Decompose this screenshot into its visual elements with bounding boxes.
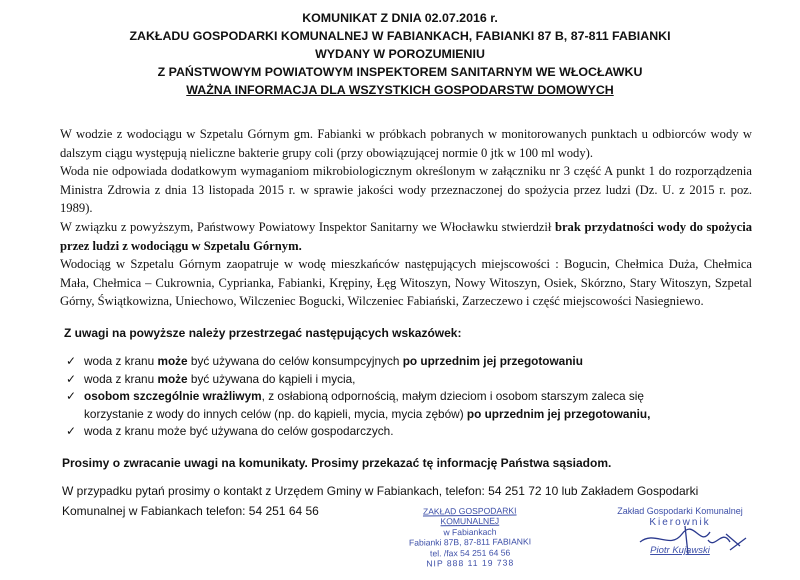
signature-icon — [630, 520, 750, 560]
header-agreement: WYDANY W POROZUMIENIU — [315, 47, 485, 61]
check-icon: ✓ — [65, 371, 77, 386]
paragraph-regulation: Woda nie odpowiada dodatkowym wymaganiom mikrobiologicznym określonym w załączniku nr 3 część A punkt 1 do rozporządzenia Ministra Zdrowia z dnia 13 listopada 2015 r. w sprawie jakości wody przeznaczonej do spożycia przez ludzi (Dz. U. z 2015 r. poz. 1989). — [60, 164, 752, 216]
company-stamp: ZAKŁAD GOSPODARKI KOMUNALNEJ w Fabiankach Fabianki 87B, 87-811 FABIANKI tel. /fax 54 251 64 56 NIP 888 11 19 738 — [408, 505, 532, 569]
document-header — [0, 9, 800, 99]
notice-text: Prosimy o zwracanie uwagi na komunikaty. Prosimy przekazać tę informację Państwa sąsiadom. — [62, 456, 612, 470]
header-important-info: WAŻNA INFORMACJA DLA WSZYSTKICH GOSPODARSTW DOMOWYCH — [186, 83, 614, 97]
paragraph-findings: W wodzie z wodociągu w Szpetalu Górnym gm. Fabianki w próbkach pobranych w monitorowanych punktach u odbiorców wody w dalszym ciągu występują nieliczne bakterie grupy coli (przy obowiązującej normie 0 jtk w 100 ml wody). — [60, 127, 752, 160]
check-icon: ✓ — [65, 424, 77, 438]
decision-text: W związku z powyższym, Państwowy Powiatowy Inspektor Sanitarny we Włocławku stwierdził — [60, 219, 555, 234]
list-item: ✓ woda z kranu może być używana do celów konsumpcyjnych po uprzednim jej przegotowaniu — [62, 353, 752, 371]
document-body — [60, 125, 752, 311]
contact-line-2: Komunalnej w Fabiankach telefon: 54 251 64 56 — [62, 504, 319, 518]
list-item: ✓ osobom szczególnie wrażliwym, z osłabioną odpornością, małym dzieciom i osobom starszym zaleca się korzystanie z wody do innych celów (np. do kąpieli, mycia, mycia zębów) po uprzednim jej przegotowaniu, — [65, 389, 651, 421]
check-icon: ✓ — [65, 354, 77, 368]
contact-line-1: W przypadku pytań prosimy o kontakt z Urzędem Gminy w Fabiankach, telefon: 54 251 72 10 lub Zakładem Gospodarki — [62, 484, 699, 498]
list-item: ✓ woda z kranu może być używana do celów gospodarczych. — [62, 423, 752, 441]
manager-stamp: Zakład Gospodarki Komunalnej Kierownik Piotr Kujawski — [617, 506, 743, 556]
check-icon: ✓ — [65, 389, 77, 403]
warnings-title: Z uwagi na powyższe należy przestrzegać następujących wskazówek: — [64, 326, 462, 340]
header-title: KOMUNIKAT Z DNIA 02.07.2016 r. — [302, 11, 498, 25]
header-inspector: Z PAŃSTWOWYM POWIATOWYM INSPEKTOREM SANITARNYM WE WŁOCŁAWKU — [157, 65, 643, 79]
warnings-list — [62, 353, 752, 441]
paragraph-localities: Wodociąg w Szpetalu Górnym zaopatruje w wodę mieszkańców następujących miejscowości : Bogucin, Chełmica Duża, Chełmica Mała, Chełmica – Cukrownia, Cyprianka, Fabianki, Krępiny, Łęg Witoszyn, Nowy Witoszyn, Osiek, Skórzno, Stary Witoszyn, Szpetal Górny, Świątkowizna, Uniechowo, Wilczeniec Bogucki, Wilczeniec Fabiański, Zarzeczewo i część miejscowości Nasiegniewo. — [60, 257, 752, 309]
decision-bold: brak przydatności wody do spożycia przez ludzi z wodociągu w Szpetalu Górnym. — [60, 219, 752, 253]
paragraph-decision — [60, 218, 752, 255]
list-item: ✓ woda z kranu może być używana do kąpieli i mycia, — [62, 371, 752, 389]
header-issuer: ZAKŁADU GOSPODARKI KOMUNALNEJ W FABIANKACH, FABIANKI 87 B, 87-811 FABIANKI — [129, 29, 671, 43]
